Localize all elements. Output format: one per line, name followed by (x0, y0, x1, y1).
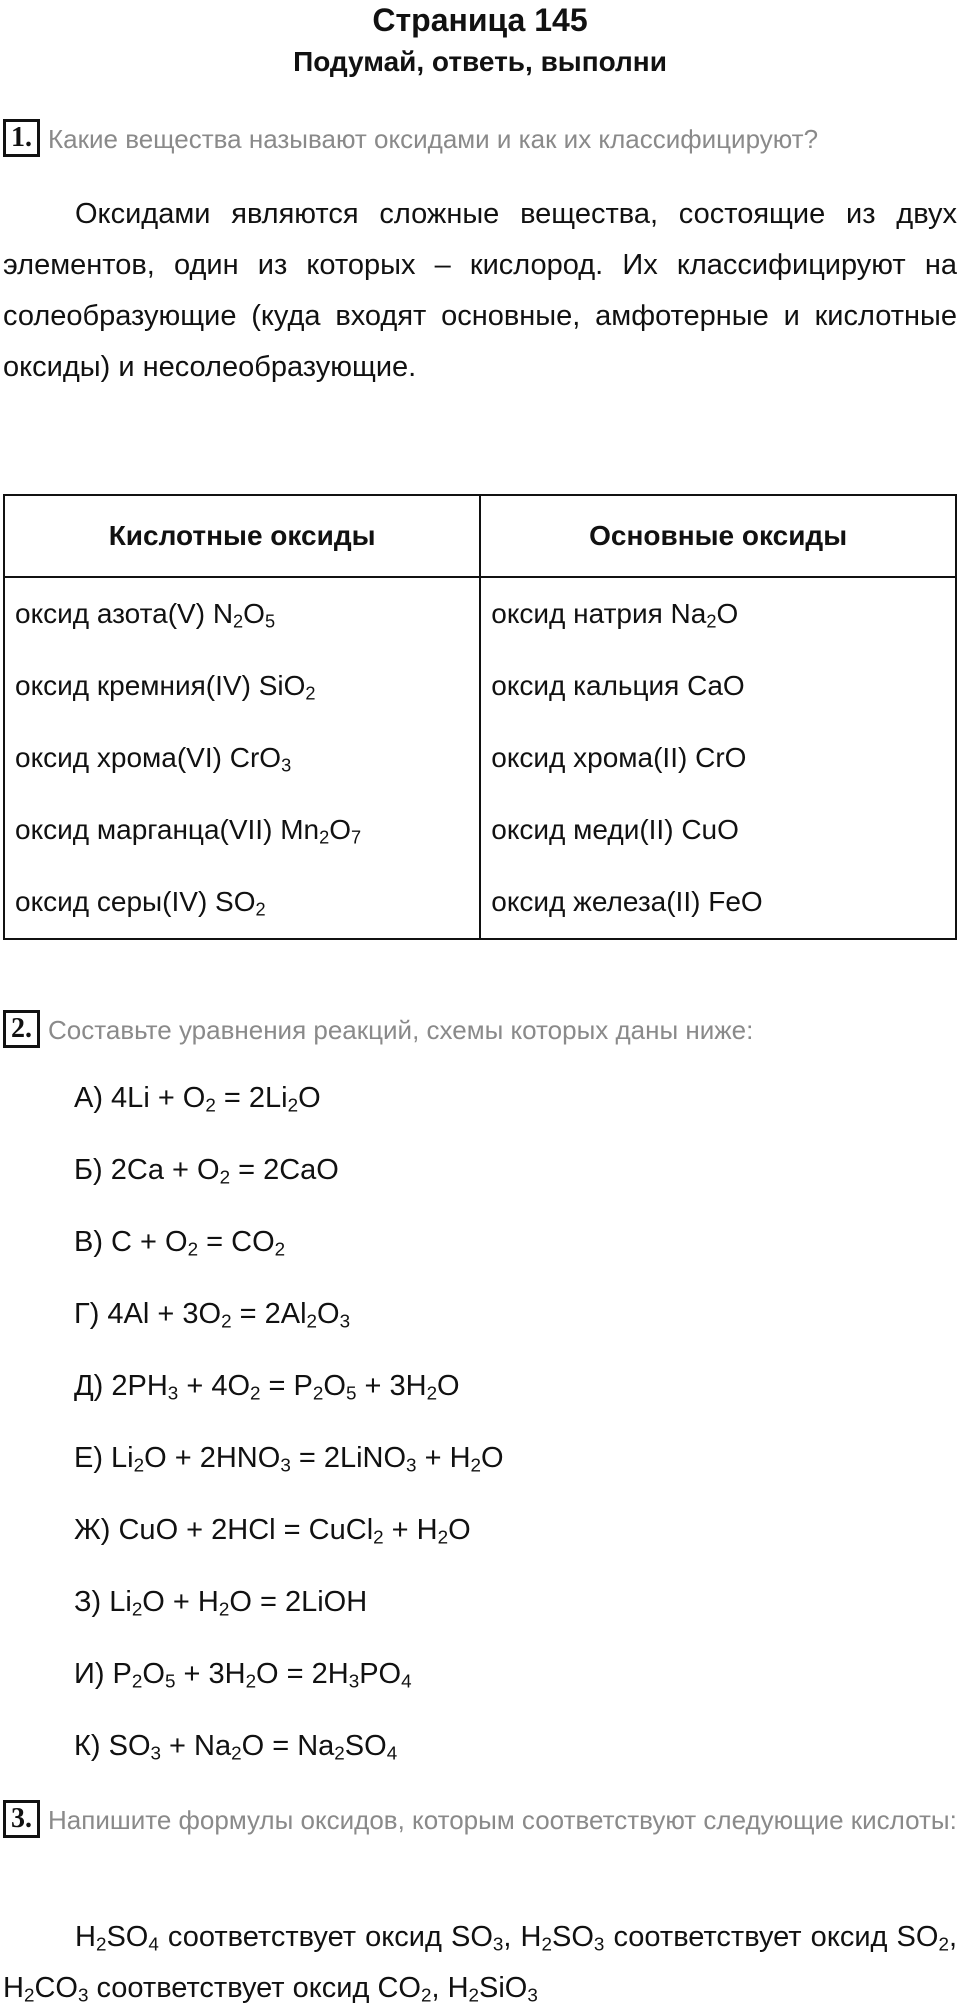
basic-oxide-item: оксид меди(II) CuO (491, 814, 739, 845)
basic-oxide-item: оксид кальция CaO (491, 670, 745, 701)
answer-paragraph: Оксидами являются сложные вещества, состоящие из двух элементов, один из которых – кислород. Их классифицируют на солеобразующие (куда входят основные, амфотерные и кислотные оксиды) и несолеобразующие. (3, 198, 957, 383)
reaction-equation: Б) $2Ca + O_2 = 2CaO$ (74, 1154, 339, 1188)
reaction-equation: З) $Li_2O + H_2O$ = 2LiOH (74, 1586, 368, 1620)
reaction-equation: Д) $2PH_3 + 4O_2 = P_2O_5 + 3H_2O$ (74, 1370, 460, 1404)
question-3 (3, 1798, 957, 1842)
section-subtitle: Подумай, ответь, выполни (293, 46, 667, 77)
acid-oxide-item: оксид азота(V) $N_2O_5$ (15, 598, 276, 632)
basic-oxide-item: оксид железа(II) FeO (491, 886, 763, 917)
page-title: Страница 145 (372, 2, 588, 38)
question-prompt: Составьте уравнения реакций, схемы которых даны ниже: (48, 1015, 754, 1045)
reaction-equation: И) $P_2O_5 + 3H_2O = 2H_3PO_4$ (74, 1658, 412, 1692)
reaction-equation: А) $4Li + O_2 = 2Li_2O$ (74, 1082, 321, 1116)
question-number-badge: 1. (3, 119, 40, 157)
question-number-badge: 2. (3, 1010, 40, 1048)
reaction-equation: В) $C + O_2 = CO_2$ (74, 1226, 286, 1260)
acid-oxide-item: оксид кремния(IV) SiO$_2$ (15, 670, 316, 704)
basic-oxide-item: оксид хрома(II) CrO (491, 742, 747, 773)
question-1 (3, 117, 957, 161)
question-prompt: Какие вещества называют оксидами и как их классифицируют? (48, 124, 819, 154)
acid-oxides-column (4, 577, 480, 939)
acid-oxide-item: оксид марганца(VII) $Mn_2O_7$ (15, 814, 362, 848)
question-2 (3, 1008, 957, 1052)
table-header-acid-oxides: Кислотные оксиды (4, 495, 480, 577)
reaction-equation: Г) $4Al + 3O_2 = 2Al_2O_3$ (74, 1298, 351, 1332)
reaction-equation: К) $SO_3 + Na_2O = Na_2SO_4$ (74, 1730, 398, 1764)
reaction-equation: Е) $Li_2O + 2HNO_3$ = 2LiNO$_3$ + $H_2O$ (74, 1442, 504, 1476)
reaction-equation: Ж) CuO + 2HCl = CuCl$_2$ + $H_2O$ (74, 1514, 471, 1548)
acid-oxide-item: оксид серы(IV) $SO_2$ (15, 886, 266, 920)
basic-oxides-column (480, 577, 956, 939)
acid-oxide-item: оксид хрома(VI) CrO$_3$ (15, 742, 292, 776)
oxides-table (3, 494, 957, 940)
question-number-badge: 3. (3, 1800, 40, 1838)
question-prompt: Напишите формулы оксидов, которым соответствуют следующие кислоты: (48, 1805, 957, 1835)
table-header-basic-oxides: Основные оксиды (480, 495, 956, 577)
basic-oxide-item: оксид натрия $Na_2O$ (491, 598, 739, 632)
answer-paragraph: $H_2SO_4$ соответствует оксид $SO_3$, $H_2SO_3$ соответствует оксид $SO_2$, $H_2CO_3$ соответствует оксид $CO_2$, $H_2SiO_3$ (3, 1921, 957, 2006)
